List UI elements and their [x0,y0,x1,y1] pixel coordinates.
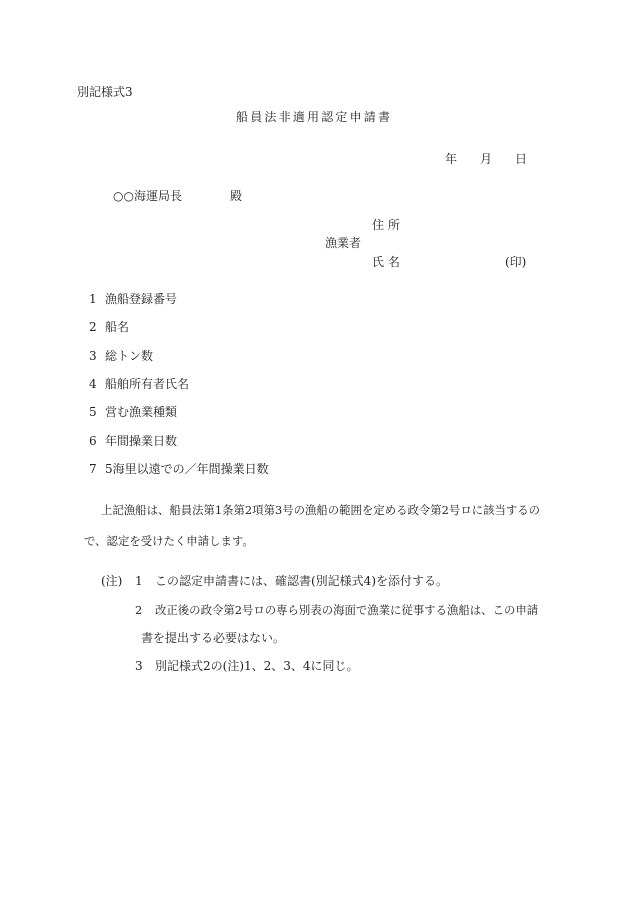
item-number: 1 [89,292,97,306]
item-number: 5 [89,405,97,419]
applicant-name-label: 氏 名 [372,255,400,269]
note-text: 改正後の政令第2号ロの専ら別表の海面で漁業に従事する漁船は、この申請 [155,603,539,617]
note-item [135,574,448,588]
date-day-label: 日 [515,152,528,166]
item-number: 4 [89,377,97,391]
note-text: この認定申請書には、確認書(別記様式4)を添付する。 [155,574,449,588]
list-item [89,292,177,306]
seal-label: (印) [505,255,527,269]
date-month-label: 月 [480,152,493,166]
note-number: 2 [135,603,143,617]
note-item [135,659,359,673]
item-label: 年間操業日数 [105,434,178,448]
addressee-name: ○○海運局長 [113,189,182,203]
list-item [89,434,177,448]
list-item [89,405,177,419]
applicant-address-label: 住 所 [372,218,400,232]
note-text-continued: 書を提出する必要はない。 [141,631,286,645]
note-number: 3 [135,659,143,673]
form-label: 別記様式3 [77,85,133,99]
item-label: 船舶所有者氏名 [105,377,190,391]
body-text-line2: で、認定を受けたく申請します。 [84,534,254,548]
item-label: 船名 [105,320,130,334]
date-year-label: 年 [445,152,458,166]
list-item [89,462,269,476]
document-title: 船員法非適用認定申請書 [236,110,393,124]
list-item [89,377,189,391]
note-item [135,603,538,617]
addressee-honorific: 殿 [230,189,243,203]
item-number: 6 [89,434,97,448]
item-number: 2 [89,320,97,334]
note-number: 1 [135,574,143,588]
list-item [89,320,129,334]
item-label: 営む漁業種類 [105,405,178,419]
notes-label: (注) [101,574,123,588]
body-text-line1: 上記漁船は、船員法第1条第2項第3号の漁船の範囲を定める政令第2号ロに該当するの [101,503,541,517]
item-label: 5海里以遠での／年間操業日数 [105,462,269,476]
item-number: 7 [89,462,97,476]
list-item [89,349,153,363]
item-number: 3 [89,349,97,363]
item-label: 漁船登録番号 [105,292,178,306]
note-text: 別記様式2の(注)1、2、3、4に同じ。 [155,659,359,673]
applicant-role-label: 漁業者 [325,236,362,250]
item-label: 総トン数 [105,349,154,363]
